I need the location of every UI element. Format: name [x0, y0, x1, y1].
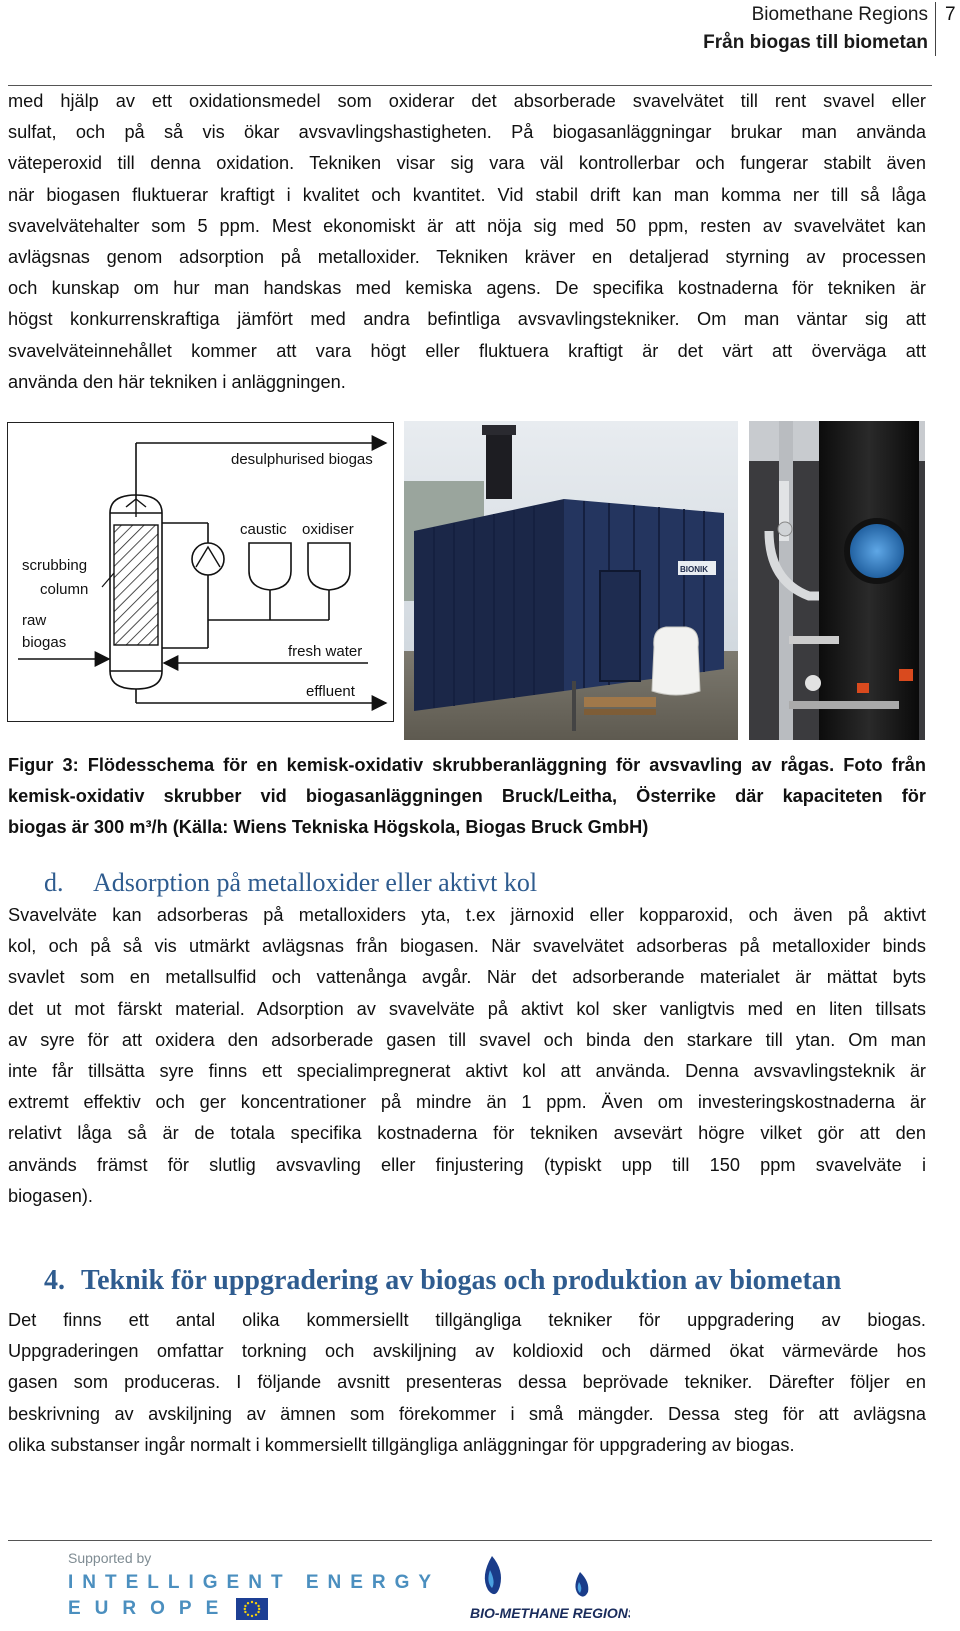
running-header-subtitle: Från biogas till biometan: [703, 32, 928, 53]
text-line: avlägsnas genom adsorption på metalloxider. Tekniken kräver en detaljerad styrning av processen: [8, 247, 926, 268]
header-divider: [935, 2, 936, 56]
caption-line: kemisk-oxidativ skrubber vid biogasanläggningen Bruck/Leitha, Österrike där kapaciteten för: [8, 786, 926, 806]
text-line: biogasen).: [8, 1185, 93, 1206]
section-title: Teknik för uppgradering av biogas och produktion av biometan: [81, 1265, 842, 1296]
eu-flag-icon: [236, 1598, 268, 1620]
text-line: svavelvätehalter som 5 ppm. Mest ekonomiskt är att nöja sig med 50 ppm, resten av svavelvätet kan: [8, 215, 926, 236]
caption-line: biogas är 300 m³/h (Källa: Wiens Tekniska Högskola, Biogas Bruck GmbH): [8, 817, 649, 837]
text-line: inte får tillsätta syre finns ett specialimpregnerat aktivt kol att använda. Denna avsvavlingsteknik är: [8, 1061, 926, 1082]
text-line: används främst för slutlig avsvavling eller finjustering (typiskt upp till 150 ppm svavelväte i: [8, 1154, 926, 1175]
text-line: högst konkurrenskraftiga jämfört med andra befintliga avsvavlingstekniker. Om man väntar sig att: [8, 309, 926, 330]
text-line: använda den här tekniken i anläggningen.: [8, 371, 346, 392]
label-effluent: effluent: [306, 683, 355, 700]
text-line: av syre för att oxidera den adsorberade gasen till svavel och binda den starkare till ytan. Om man: [8, 1029, 926, 1050]
section-number: 4.: [44, 1265, 65, 1296]
label-column: column: [40, 581, 89, 598]
text-line: och kunskap om hur man handskas med kemiska agens. De specifika kostnaderna för tekniken är: [8, 278, 926, 299]
label-desulphurised-biogas: desulphurised biogas: [231, 451, 373, 468]
text-line: extremt effektiv och ger koncentrationer på mindre än 1 ppm. Även om investeringskostnaderna är: [8, 1092, 926, 1113]
text-line: svavlet som en metallsulfid och vattenånga avgår. När det adsorberande materialet är mättat byts: [8, 967, 926, 988]
label-caustic: caustic: [240, 521, 287, 538]
text-line: Det finns ett antal olika kommersiellt tillgängliga tekniker för uppgradering av biogas.: [8, 1310, 926, 1330]
scrubber-flow-diagram: [7, 422, 394, 722]
section-heading: [44, 1265, 841, 1297]
bmr-logo-text: BIO-METHANE REGIONS: [470, 1605, 630, 1621]
text-line: Svavelväte kan adsorberas på metalloxiders yta, t.ex järnoxid eller kopparoxid, och även på aktivt: [8, 905, 926, 925]
text-line: sulfat, och på så vis ökar avsvavlingshastigheten. På biogasanläggningar brukar man använda: [8, 122, 926, 143]
text-line: Uppgraderingen omfattar torkning och avskiljning av koldioxid och därmed ökat värmevärde hos: [8, 1341, 926, 1362]
label-oxidiser: oxidiser: [302, 521, 354, 538]
paragraph-adsorption: [8, 900, 926, 1212]
text-line: relativt låga så är de totala specifika kostnaderna för tekniken avsevärt högre vilket gör att den: [8, 1123, 926, 1144]
label-biogas: biogas: [22, 634, 67, 651]
figure-caption: [8, 750, 926, 843]
text-line: med hjälp av ett oxidationsmedel som oxiderar det absorberade svavelvätet till rent svavel eller: [8, 91, 926, 111]
text-line: kol, och på så vis utmärkt avlägsnas från biogasen. När svavelvätet adsorberas på metalloxider binds: [8, 936, 926, 957]
text-line: beskrivning av avskiljning av ämnen som förekommer i små mängder. Dessa steg för att avlägsna: [8, 1403, 926, 1424]
photo-container-scrubber: [404, 421, 738, 740]
text-line: väteperoxid till denna oxidation. Tekniken visar sig vara väl kontrollerbar och fungerar stabilt även: [8, 153, 926, 174]
label-raw: raw: [22, 612, 47, 629]
container-brand-label: BIONIK: [680, 565, 708, 574]
subsection-number: d.: [44, 868, 64, 897]
iee-logo-line2: EUROPE: [68, 1598, 233, 1619]
text-line: olika substanser ingår normalt i kommersiellt tillgängliga anläggningar för uppgradering av biogas.: [8, 1434, 795, 1455]
text-line: när biogasen fluktuerar kraftigt i kvalitet och kvantitet. Vid stabil drift kan man komma ner till så låga: [8, 184, 926, 205]
label-scrubbing: scrubbing: [22, 557, 88, 574]
photo-scrubber-column: [749, 421, 925, 740]
text-line: gasen som produceras. I följande avsnitt presenteras dessa beprövade tekniker. Därefter följer en: [8, 1372, 926, 1393]
paragraph-scrubber-oxidation: [8, 86, 926, 398]
subsection-title: Adsorption på metalloxider eller aktivt kol: [93, 868, 538, 897]
page-number: 7: [945, 4, 956, 25]
subsection-heading: [44, 868, 537, 898]
text-line: det ut mot färskt material. Adsorption av svavelväte på aktivt kol sker vanligtvis med en liten tillsats: [8, 998, 926, 1019]
iee-logo-line1: INTELLIGENT ENERGY: [68, 1572, 441, 1593]
text-line: svavelväteinnehållet kommer att vara högt eller fluktuera kraftigt är det värt att överväga att: [8, 340, 926, 361]
running-header-title: Biomethane Regions: [751, 4, 928, 25]
caption-line: Figur 3: Flödesschema för en kemisk-oxidativ skrubberanläggning för avsvavling av rågas. Foto från: [8, 755, 926, 775]
supported-by-label: Supported by: [68, 1550, 152, 1566]
label-fresh-water: fresh water: [288, 643, 363, 660]
biomethane-regions-logo: [470, 1548, 630, 1626]
footer-rule: [8, 1540, 932, 1541]
paragraph-upgrading: [8, 1305, 926, 1461]
